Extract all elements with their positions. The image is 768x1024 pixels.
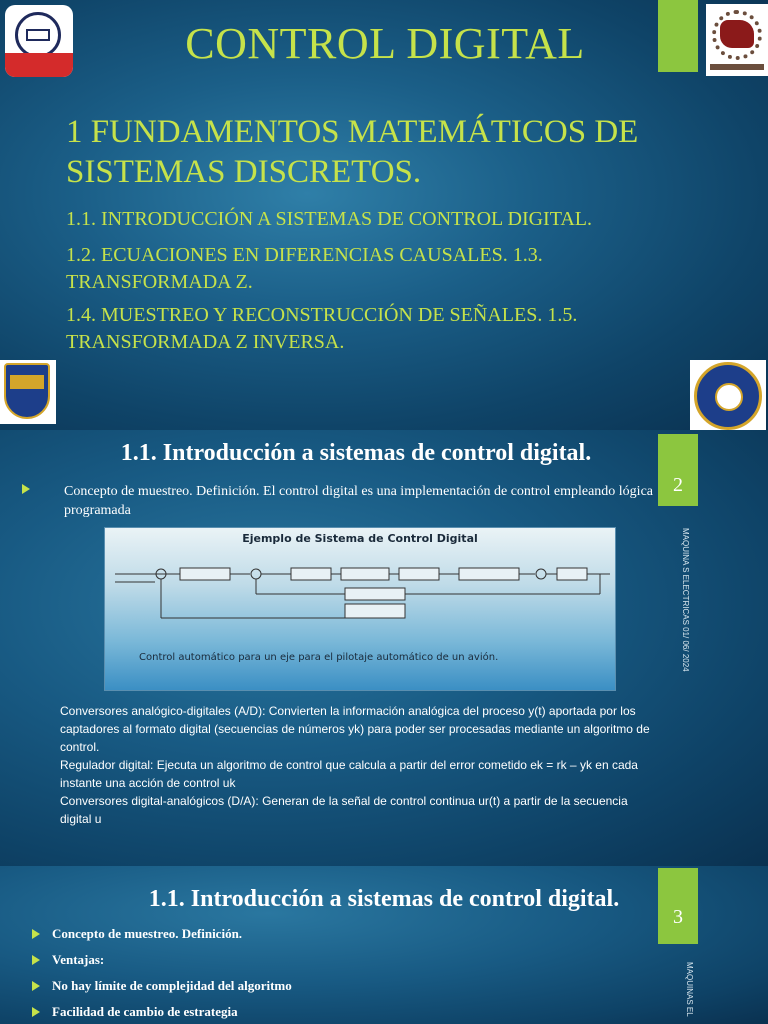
slide-title: CONTROL DIGITAL xyxy=(185,19,585,68)
list-item-text: Ventajas: xyxy=(52,952,105,967)
list-item-text: Concepto de muestreo. Definición. xyxy=(52,926,243,941)
slide-body xyxy=(60,702,660,828)
diagram-title: Ejemplo de Sistema de Control Digital xyxy=(242,532,478,545)
atletico-san-luis-logo xyxy=(690,360,766,432)
bullet-triangle-icon xyxy=(32,929,40,939)
topic-item-3: 1.4. MUESTREO Y RECONSTRUCCIÓN DE SEÑALES. 1.5. TRANSFORMADA Z INVERSA. xyxy=(66,304,578,353)
topic-item-2: 1.2. ECUACIONES EN DIFERENCIAS CAUSALES. 1.3. TRANSFORMADA Z. xyxy=(66,244,543,293)
bullet-text: Concepto de muestreo. Definición. El control digital es una implementación de control empleando lógica programada xyxy=(64,484,653,518)
seal-ring xyxy=(15,12,61,58)
slide-1 xyxy=(0,0,768,430)
control-system-diagram xyxy=(104,527,616,691)
page-number: 3 xyxy=(673,906,683,928)
seal-band xyxy=(5,53,73,77)
paragraph-da-converters: Conversores digital-analógicos (D/A): Generan de la señal de control continua ur(t) a partir de la secuencia digital u xyxy=(60,794,628,826)
bullet-triangle-icon xyxy=(32,1007,40,1017)
bullet-list xyxy=(30,926,630,1024)
bullet-triangle-icon xyxy=(32,955,40,965)
page-number: 2 xyxy=(673,474,683,496)
topic-item-1: 1.1. INTRODUCCIÓN A SISTEMAS DE CONTROL DIGITAL. xyxy=(66,208,592,230)
side-footer-label: MAQUINAS EL xyxy=(685,962,694,1017)
slide-title: 1.1. Introducción a sistemas de control digital. xyxy=(120,440,592,466)
list-item xyxy=(30,926,630,952)
slide-title: 1.1. Introducción a sistemas de control digital. xyxy=(148,886,620,912)
list-item xyxy=(30,1004,630,1024)
list-item-text: No hay límite de complejidad del algoritmo xyxy=(52,978,292,993)
bullet-triangle-icon xyxy=(22,484,30,494)
block-diagram-graphic xyxy=(105,528,615,690)
institute-logo xyxy=(706,4,768,76)
paragraph-digital-regulator: Regulador digital: Ejecuta un algoritmo de control que calcula a partir del error cometido ek = rk – yk en cada instante una acción de control uk xyxy=(60,758,638,790)
diagram-caption: Control automático para un eje para el pilotaje automático de un avión. xyxy=(139,652,499,663)
section-heading: 1 FUNDAMENTOS MATEMÁTICOS DE SISTEMAS DISCRETOS. xyxy=(66,114,639,190)
bullet-triangle-icon xyxy=(32,981,40,991)
san-luis-shield-logo xyxy=(0,360,56,424)
list-item xyxy=(30,978,630,1004)
slide-3 xyxy=(0,866,768,1024)
accent-bar xyxy=(658,0,698,72)
list-item-text: Facilidad de cambio de estrategia xyxy=(52,1004,238,1019)
side-footer-label: MAQUINA S ELECTRICAS 01/ 06/ 2024 xyxy=(681,528,690,672)
list-item xyxy=(30,952,630,978)
university-logo xyxy=(5,5,73,77)
slide-2 xyxy=(0,430,768,866)
paragraph-ad-converters: Conversores analógico-digitales (A/D): Convierten la información analógica del proceso y(t) aportada por los captadores al formato digital (secuencias de números yk) para poder ser procesadas mediante un algoritmo de control. xyxy=(60,704,650,754)
